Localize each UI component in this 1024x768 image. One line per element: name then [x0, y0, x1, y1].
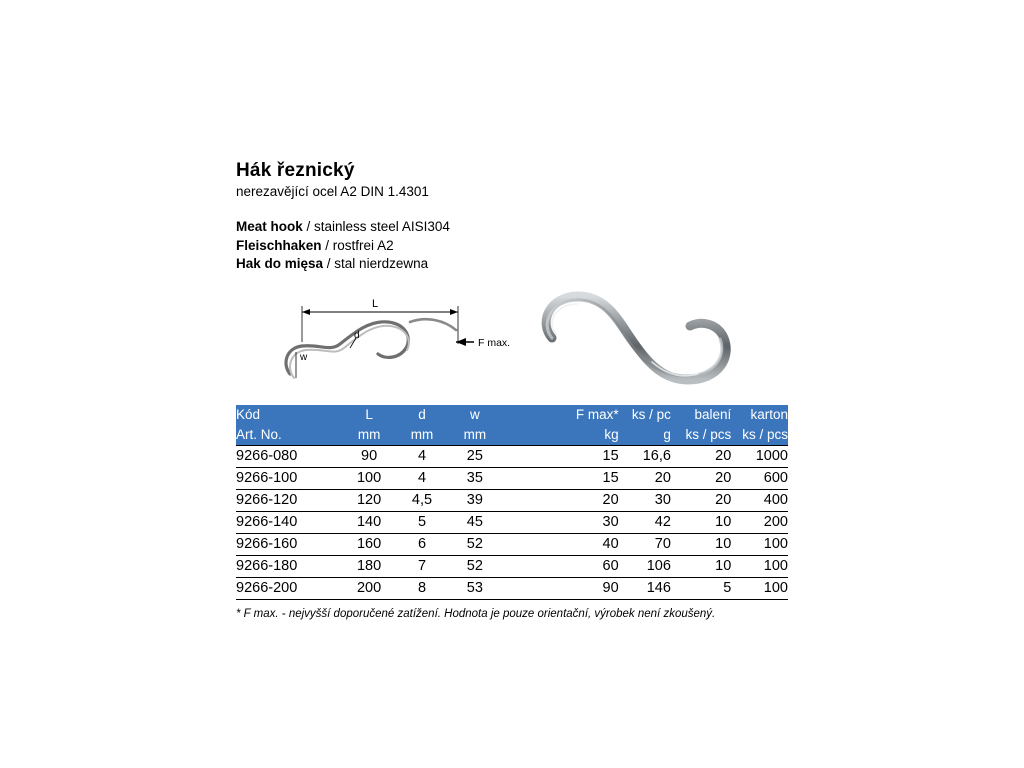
header-carton: karton [731, 405, 788, 425]
cell-code: 9266-140 [236, 511, 341, 533]
cell-width: 25 [447, 445, 503, 467]
header-diameter-unit: mm [397, 425, 447, 446]
language-names [236, 218, 788, 274]
cell-weight: 20 [619, 467, 671, 489]
table-header [236, 405, 788, 446]
cell-code: 9266-080 [236, 445, 341, 467]
page-title: Hák řeznický [236, 160, 355, 181]
cell-spacer [503, 577, 561, 599]
cell-diameter: 4 [397, 445, 447, 467]
cell-code: 9266-120 [236, 489, 341, 511]
cell-weight: 70 [619, 533, 671, 555]
table-row [236, 511, 788, 533]
table-body [236, 445, 788, 599]
header-width: w [447, 405, 503, 425]
cell-length: 140 [341, 511, 397, 533]
cell-spacer [503, 489, 561, 511]
technical-drawing [260, 286, 510, 396]
specification-table [236, 405, 788, 600]
content-area [236, 160, 788, 622]
table-row [236, 467, 788, 489]
cell-spacer [503, 533, 561, 555]
cell-fmax: 30 [561, 511, 619, 533]
cell-code: 9266-180 [236, 555, 341, 577]
footnote: * F max. - nejvyšší doporučené zatížení. Hodnota je pouze orientační, výrobek není zkoušený. [236, 607, 716, 620]
cell-diameter: 6 [397, 533, 447, 555]
language-line-pl [236, 255, 788, 274]
header-art-no: Art. No. [236, 425, 341, 446]
cell-carton: 400 [731, 489, 788, 511]
cell-weight: 106 [619, 555, 671, 577]
cell-code: 9266-160 [236, 533, 341, 555]
language-name-de: Fleischhaken [236, 237, 322, 253]
header-weight-per-piece: ks / pc [619, 405, 671, 425]
cell-weight: 42 [619, 511, 671, 533]
language-desc-de: / rostfrei A2 [321, 237, 394, 253]
cell-package: 20 [671, 489, 731, 511]
language-desc-en: / stainless steel AISI304 [302, 219, 450, 234]
cell-fmax: 60 [561, 555, 619, 577]
cell-fmax: 40 [561, 533, 619, 555]
cell-fmax: 15 [561, 467, 619, 489]
header-spacer [503, 405, 561, 425]
header-weight-unit: g [619, 425, 671, 446]
cell-carton: 1000 [731, 445, 788, 467]
cell-diameter: 4 [397, 467, 447, 489]
cell-diameter: 4,5 [397, 489, 447, 511]
cell-weight: 16,6 [619, 445, 671, 467]
cell-fmax: 15 [561, 445, 619, 467]
cell-diameter: 8 [397, 577, 447, 599]
cell-width: 35 [447, 467, 503, 489]
language-line-en [236, 218, 788, 237]
header-fmax-unit: kg [561, 425, 619, 446]
language-desc-pl: / stal nierdzewna [323, 256, 429, 271]
cell-package: 20 [671, 445, 731, 467]
cell-fmax: 20 [561, 489, 619, 511]
cell-length: 100 [341, 467, 397, 489]
header-code: Kód [236, 405, 341, 425]
cell-length: 90 [341, 445, 397, 467]
cell-package: 20 [671, 467, 731, 489]
cell-package: 10 [671, 511, 731, 533]
cell-weight: 30 [619, 489, 671, 511]
language-line-de [236, 237, 788, 256]
cell-spacer [503, 511, 561, 533]
cell-carton: 100 [731, 577, 788, 599]
dimension-label-w: w [300, 351, 308, 363]
cell-package: 5 [671, 577, 731, 599]
cell-width: 52 [447, 555, 503, 577]
cell-carton: 100 [731, 533, 788, 555]
cell-fmax: 90 [561, 577, 619, 599]
dimension-label-fmax: F max. [478, 336, 510, 349]
cell-spacer [503, 467, 561, 489]
table-row [236, 555, 788, 577]
table-row [236, 445, 788, 467]
cell-package: 10 [671, 533, 731, 555]
header-carton-unit: ks / pcs [731, 425, 788, 446]
language-name-pl: Hak do mięsa [236, 256, 324, 271]
table-row [236, 489, 788, 511]
cell-code: 9266-200 [236, 577, 341, 599]
cell-length: 180 [341, 555, 397, 577]
header-diameter: d [397, 405, 447, 425]
header-package-unit: ks / pcs [671, 425, 731, 446]
cell-length: 160 [341, 533, 397, 555]
table-row [236, 533, 788, 555]
product-photo [532, 276, 777, 401]
cell-carton: 600 [731, 467, 788, 489]
cell-length: 120 [341, 489, 397, 511]
header-fmax: F max* [561, 405, 619, 425]
table-header-row-2 [236, 425, 788, 446]
cell-width: 39 [447, 489, 503, 511]
cell-width: 52 [447, 533, 503, 555]
cell-length: 200 [341, 577, 397, 599]
cell-spacer [503, 445, 561, 467]
cell-carton: 100 [731, 555, 788, 577]
header-spacer-2 [503, 425, 561, 446]
header-width-unit: mm [447, 425, 503, 446]
header-length-unit: mm [341, 425, 397, 446]
header-package: balení [671, 405, 731, 425]
cell-diameter: 5 [397, 511, 447, 533]
cell-carton: 200 [731, 511, 788, 533]
cell-width: 53 [447, 577, 503, 599]
header-length: L [341, 405, 397, 425]
table-row [236, 577, 788, 599]
dimension-label-l: L [372, 297, 379, 310]
cell-width: 45 [447, 511, 503, 533]
language-name-en: Meat hook [236, 219, 303, 234]
cell-package: 10 [671, 555, 731, 577]
cell-spacer [503, 555, 561, 577]
illustrations [236, 286, 788, 401]
dimension-label-d: d [354, 329, 360, 341]
page-subtitle: nerezavějící ocel A2 DIN 1.4301 [236, 184, 429, 199]
cell-code: 9266-100 [236, 467, 341, 489]
table-header-row-1 [236, 405, 788, 425]
cell-weight: 146 [619, 577, 671, 599]
cell-diameter: 7 [397, 555, 447, 577]
